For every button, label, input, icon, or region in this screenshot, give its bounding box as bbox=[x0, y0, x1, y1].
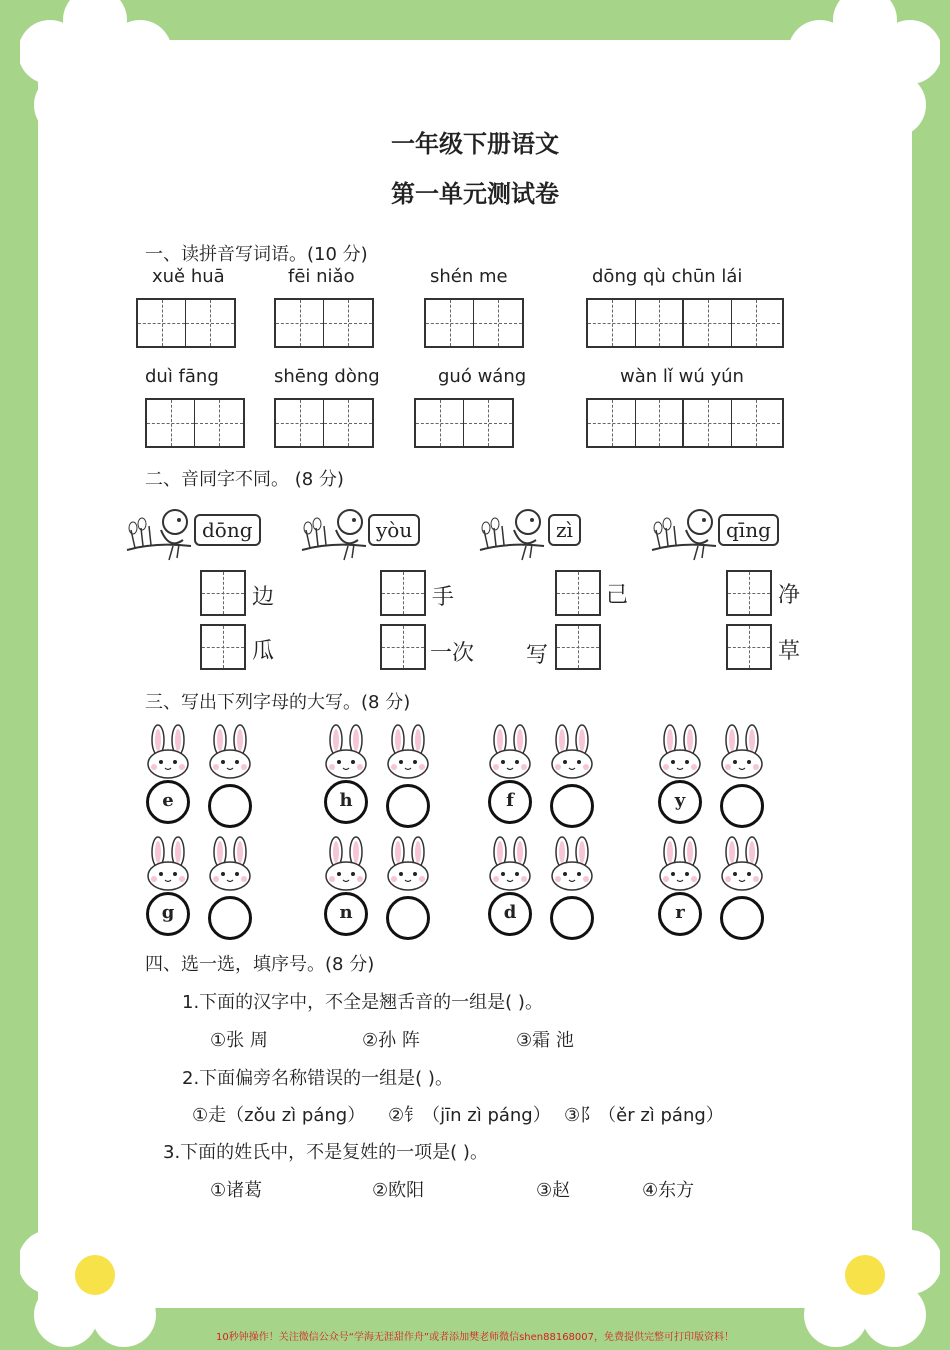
pinyin-tag-you: yòu bbox=[368, 514, 420, 546]
bunny-icon bbox=[140, 836, 196, 892]
answer-grid-xuehua[interactable] bbox=[136, 298, 236, 348]
page-title: 一年级下册语文 bbox=[391, 130, 559, 158]
lowercase-letter-circle: e bbox=[146, 780, 190, 824]
pinyin-shenme: shén me bbox=[430, 266, 508, 287]
pinyin-shengdong: shēng dòng bbox=[274, 366, 380, 387]
bunny-icon bbox=[318, 724, 374, 780]
q2-option-3[interactable]: ③阝（ěr zì páng） bbox=[564, 1105, 724, 1126]
pinyin-feiniao: fēi niǎo bbox=[288, 266, 355, 287]
answer-box[interactable] bbox=[380, 624, 426, 670]
section2-heading: 二、音同字不同。 (8 分) bbox=[145, 469, 344, 490]
uppercase-answer-circle[interactable] bbox=[550, 784, 594, 828]
lowercase-letter-circle: f bbox=[488, 780, 532, 824]
q2-option-1[interactable]: ①走（zǒu zì páng） bbox=[192, 1105, 366, 1126]
bunny-icon bbox=[140, 724, 196, 780]
word-hint: 手 bbox=[432, 585, 455, 610]
q3-option-3[interactable]: ③赵 bbox=[536, 1180, 571, 1201]
q3-option-4[interactable]: ④东方 bbox=[642, 1180, 695, 1201]
question-3: 3.下面的姓氏中，不是复姓的一项是( )。 bbox=[163, 1142, 488, 1163]
answer-box[interactable] bbox=[200, 624, 246, 670]
footer-note: 10秒钟操作！关注微信公众号“学海无涯甜作舟”或者添加樊老师微信shen88168007，免费提供完整可打印版资料！ bbox=[215, 1332, 735, 1343]
answer-grid-feiniao[interactable] bbox=[274, 298, 374, 348]
word-hint: 己 bbox=[606, 583, 629, 608]
pinyin-duifang: duì fāng bbox=[145, 366, 219, 387]
word-hint: 草 bbox=[778, 639, 801, 664]
uppercase-answer-circle[interactable] bbox=[386, 896, 430, 940]
answer-box[interactable] bbox=[380, 570, 426, 616]
lowercase-letter-circle: r bbox=[658, 892, 702, 936]
bird-on-branch-icon bbox=[300, 500, 370, 570]
pinyin-tag-zi: zì bbox=[548, 514, 581, 546]
bunny-icon bbox=[202, 836, 258, 892]
uppercase-answer-circle[interactable] bbox=[550, 896, 594, 940]
bunny-icon bbox=[482, 724, 538, 780]
bunny-icon bbox=[714, 724, 770, 780]
bunny-icon bbox=[202, 724, 258, 780]
uppercase-answer-circle[interactable] bbox=[208, 896, 252, 940]
lowercase-letter-circle: y bbox=[658, 780, 702, 824]
answer-box[interactable] bbox=[555, 570, 601, 616]
bird-on-branch-icon bbox=[478, 500, 548, 570]
lowercase-letter-circle: d bbox=[488, 892, 532, 936]
q1-option-3[interactable]: ③霜 池 bbox=[516, 1030, 574, 1051]
answer-grid-duifang[interactable] bbox=[145, 398, 245, 448]
word-hint: 写 bbox=[526, 643, 549, 668]
q1-option-1[interactable]: ①张 周 bbox=[210, 1030, 268, 1051]
answer-grid-shenme[interactable] bbox=[424, 298, 524, 348]
uppercase-answer-circle[interactable] bbox=[720, 896, 764, 940]
section1-heading: 一、读拼音写词语。(10 分) bbox=[145, 244, 368, 265]
uppercase-answer-circle[interactable] bbox=[720, 784, 764, 828]
pinyin-guowang: guó wáng bbox=[438, 366, 527, 387]
answer-grid-shengdong[interactable] bbox=[274, 398, 374, 448]
pinyin-xuehua: xuě huā bbox=[152, 266, 225, 287]
q2-option-2[interactable]: ②钅（jīn zì páng） bbox=[388, 1105, 551, 1126]
bunny-icon bbox=[318, 836, 374, 892]
lowercase-letter-circle: h bbox=[324, 780, 368, 824]
q3-option-1[interactable]: ①诸葛 bbox=[210, 1180, 263, 1201]
bunny-icon bbox=[380, 724, 436, 780]
answer-box[interactable] bbox=[200, 570, 246, 616]
word-hint: 净 bbox=[778, 583, 801, 608]
pinyin-tag-dong: dōng bbox=[194, 514, 261, 546]
bunny-icon bbox=[652, 836, 708, 892]
bunny-icon bbox=[544, 724, 600, 780]
bunny-icon bbox=[482, 836, 538, 892]
lowercase-letter-circle: n bbox=[324, 892, 368, 936]
bunny-icon bbox=[652, 724, 708, 780]
word-hint: 瓜 bbox=[252, 639, 275, 664]
question-2: 2.下面偏旁名称错误的一组是( )。 bbox=[182, 1068, 453, 1089]
pinyin-tag-qing: qīng bbox=[718, 514, 779, 546]
lowercase-letter-circle: g bbox=[146, 892, 190, 936]
section3-heading: 三、写出下列字母的大写。(8 分) bbox=[145, 692, 411, 713]
word-hint: 边 bbox=[252, 585, 275, 610]
question-1: 1.下面的汉字中，不全是翘舌音的一组是( )。 bbox=[182, 992, 543, 1013]
answer-box[interactable] bbox=[726, 570, 772, 616]
answer-grid-dongquchunlai[interactable] bbox=[586, 298, 784, 348]
uppercase-answer-circle[interactable] bbox=[208, 784, 252, 828]
answer-box[interactable] bbox=[555, 624, 601, 670]
q1-option-2[interactable]: ②孙 阵 bbox=[362, 1030, 420, 1051]
bird-on-branch-icon bbox=[650, 500, 720, 570]
bunny-icon bbox=[714, 836, 770, 892]
bird-on-branch-icon bbox=[125, 500, 195, 570]
bunny-icon bbox=[544, 836, 600, 892]
bunny-icon bbox=[380, 836, 436, 892]
section4-heading: 四、选一选，填序号。(8 分) bbox=[145, 954, 375, 975]
word-hint: 一次 bbox=[430, 641, 475, 666]
answer-box[interactable] bbox=[726, 624, 772, 670]
q3-option-2[interactable]: ②欧阳 bbox=[372, 1180, 425, 1201]
answer-grid-wanliwuyun[interactable] bbox=[586, 398, 784, 448]
answer-grid-guowang[interactable] bbox=[414, 398, 514, 448]
page-subtitle: 第一单元测试卷 bbox=[391, 180, 559, 208]
uppercase-answer-circle[interactable] bbox=[386, 784, 430, 828]
pinyin-dongquchunlai: dōng qù chūn lái bbox=[592, 266, 743, 287]
pinyin-wanliwuyun: wàn lǐ wú yún bbox=[620, 366, 744, 387]
